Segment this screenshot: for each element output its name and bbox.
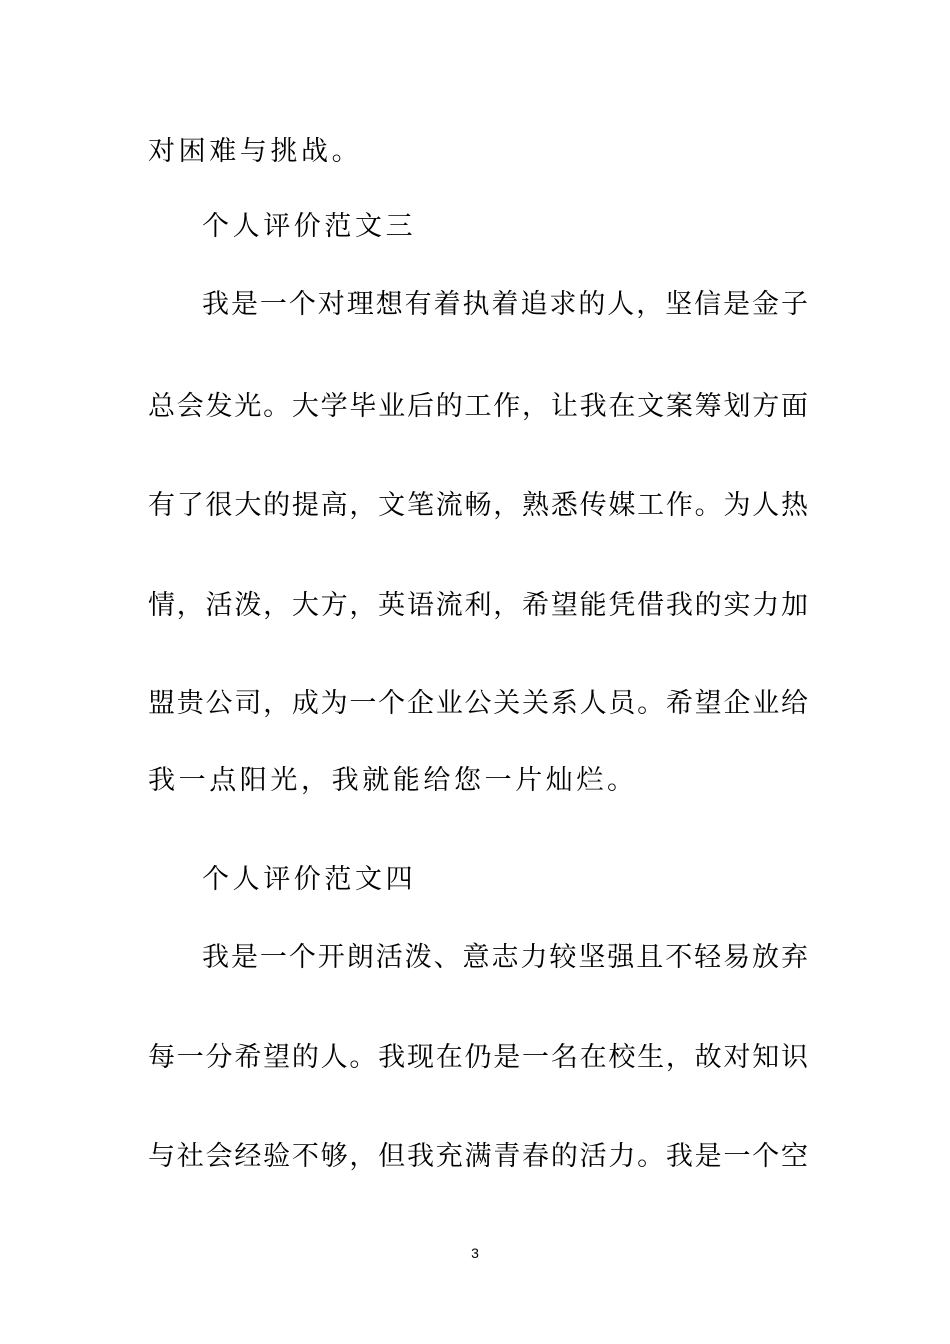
section-heading-4: 个人评价范文四 xyxy=(202,864,417,895)
paragraph-line: 每一分希望的人。我现在仍是一名在校生，故对知识 xyxy=(148,1042,808,1073)
page-number: 3 xyxy=(471,1245,479,1261)
paragraph-line: 我是一个对理想有着执着追求的人，坚信是金子 xyxy=(202,289,808,320)
paragraph-line: 总会发光。大学毕业后的工作，让我在文案筹划方面 xyxy=(148,391,808,422)
paragraph-line: 情，活泼，大方，英语流利，希望能凭借我的实力加 xyxy=(148,590,808,621)
paragraph-line: 我一点阳光，我就能给您一片灿烂。 xyxy=(148,765,638,796)
paragraph-line: 我是一个开朗活泼、意志力较坚强且不轻易放弃 xyxy=(202,942,808,973)
paragraph-line: 盟贵公司，成为一个企业公关关系人员。希望企业给 xyxy=(148,688,808,719)
paragraph-continuation-line: 对困难与挑战。 xyxy=(148,136,363,167)
paragraph-line: 有了很大的提高，文笔流畅，熟悉传媒工作。为人热 xyxy=(148,490,808,521)
paragraph-line: 与社会经验不够，但我充满青春的活力。我是一个空 xyxy=(148,1141,808,1172)
section-heading-3: 个人评价范文三 xyxy=(202,211,417,242)
